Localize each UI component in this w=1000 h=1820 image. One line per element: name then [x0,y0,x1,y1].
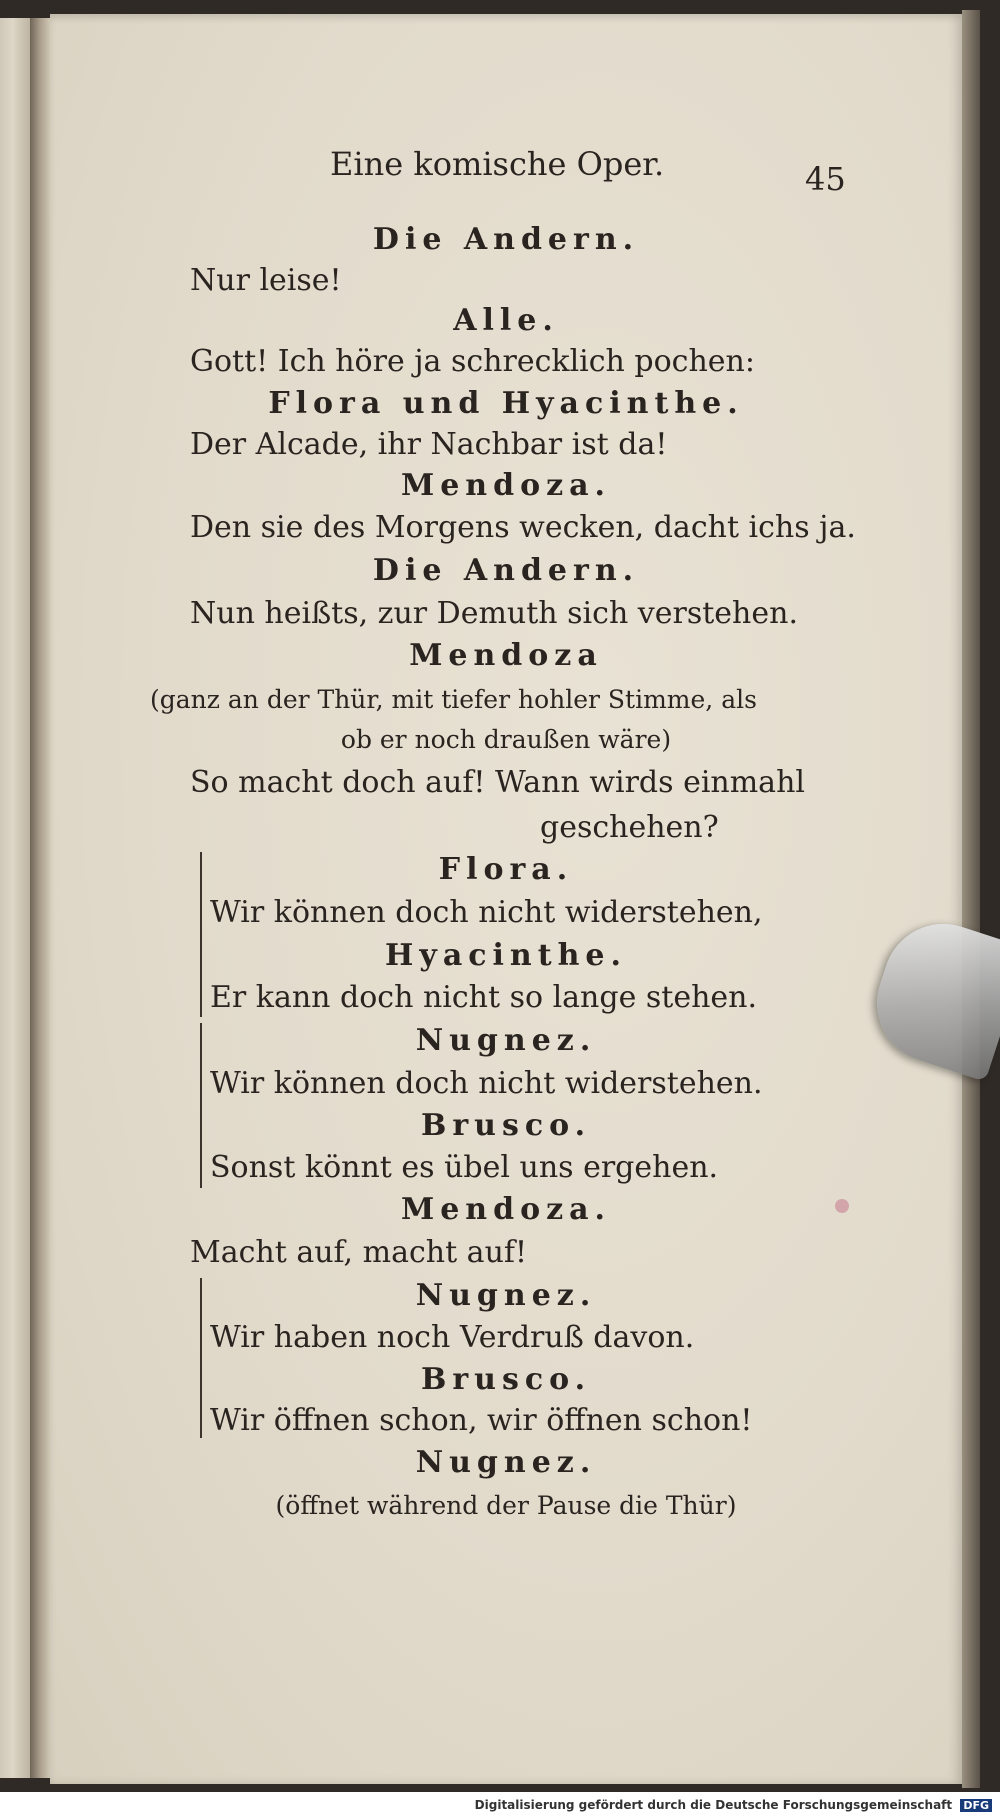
verse-line: Nun heißts, zur Demuth sich verstehen. [190,596,798,631]
verse-line: Der Alcade, ihr Nachbar ist da! [190,427,668,462]
speaker-label: Die Andern. [372,222,640,257]
credit-text: Digitalisierung gefördert durch die Deutsche Forschungsgemeinschaft [474,1798,953,1812]
verse-line: So macht doch auf! Wann wirds einmahl [190,765,805,800]
verse-line: Sonst könnt es übel uns ergehen. [210,1150,719,1185]
verse-line: Gott! Ich höre ja schrecklich pochen: [190,344,755,379]
speaker-label: Die Andern. [372,553,640,588]
speaker-label: Nugnez. [415,1445,597,1480]
speaker-label: Nugnez. [415,1278,597,1313]
speaker-label: Brusco. [420,1362,592,1397]
stage-direction: (ganz an der Thür, mit tiefer hohler Stimme, als [150,685,757,714]
stage-direction: ob er noch draußen wäre) [340,725,672,754]
verse-line: Wir haben noch Verdruß davon. [210,1320,695,1355]
verse-line: Wir können doch nicht widerstehen. [210,1066,763,1101]
speaker-label: Nugnez. [415,1023,597,1058]
speaker-label: Hyacinthe. [385,938,627,973]
verse-line: geschehen? [540,810,719,845]
speaker-label: Mendoza [409,638,603,673]
speaker-label: Mendoza. [400,1192,611,1227]
page-number: 45 [805,160,846,198]
verse-line: Macht auf, macht auf! [190,1235,528,1270]
speaker-label: Alle. [453,303,559,338]
verse-line: Nur leise! [190,263,342,298]
dfg-logo: DFG [960,1799,992,1812]
running-header: Eine komische Oper. [330,145,665,183]
verse-line: Wir öffnen schon, wir öffnen schon! [210,1403,753,1438]
stage-direction: (öffnet während der Pause die Thür) [275,1491,737,1520]
verse-line: Er kann doch nicht so lange stehen. [210,980,758,1015]
speaker-label: Brusco. [420,1108,592,1143]
speaker-label: Flora und Hyacinthe. [268,386,744,421]
verse-line: Den sie des Morgens wecken, dacht ichs ja. [190,510,856,545]
digitization-credit [475,1798,992,1812]
speaker-label: Flora. [438,852,574,887]
verse-line: Wir können doch nicht widerstehen, [210,895,763,930]
speaker-label: Mendoza. [400,468,611,503]
